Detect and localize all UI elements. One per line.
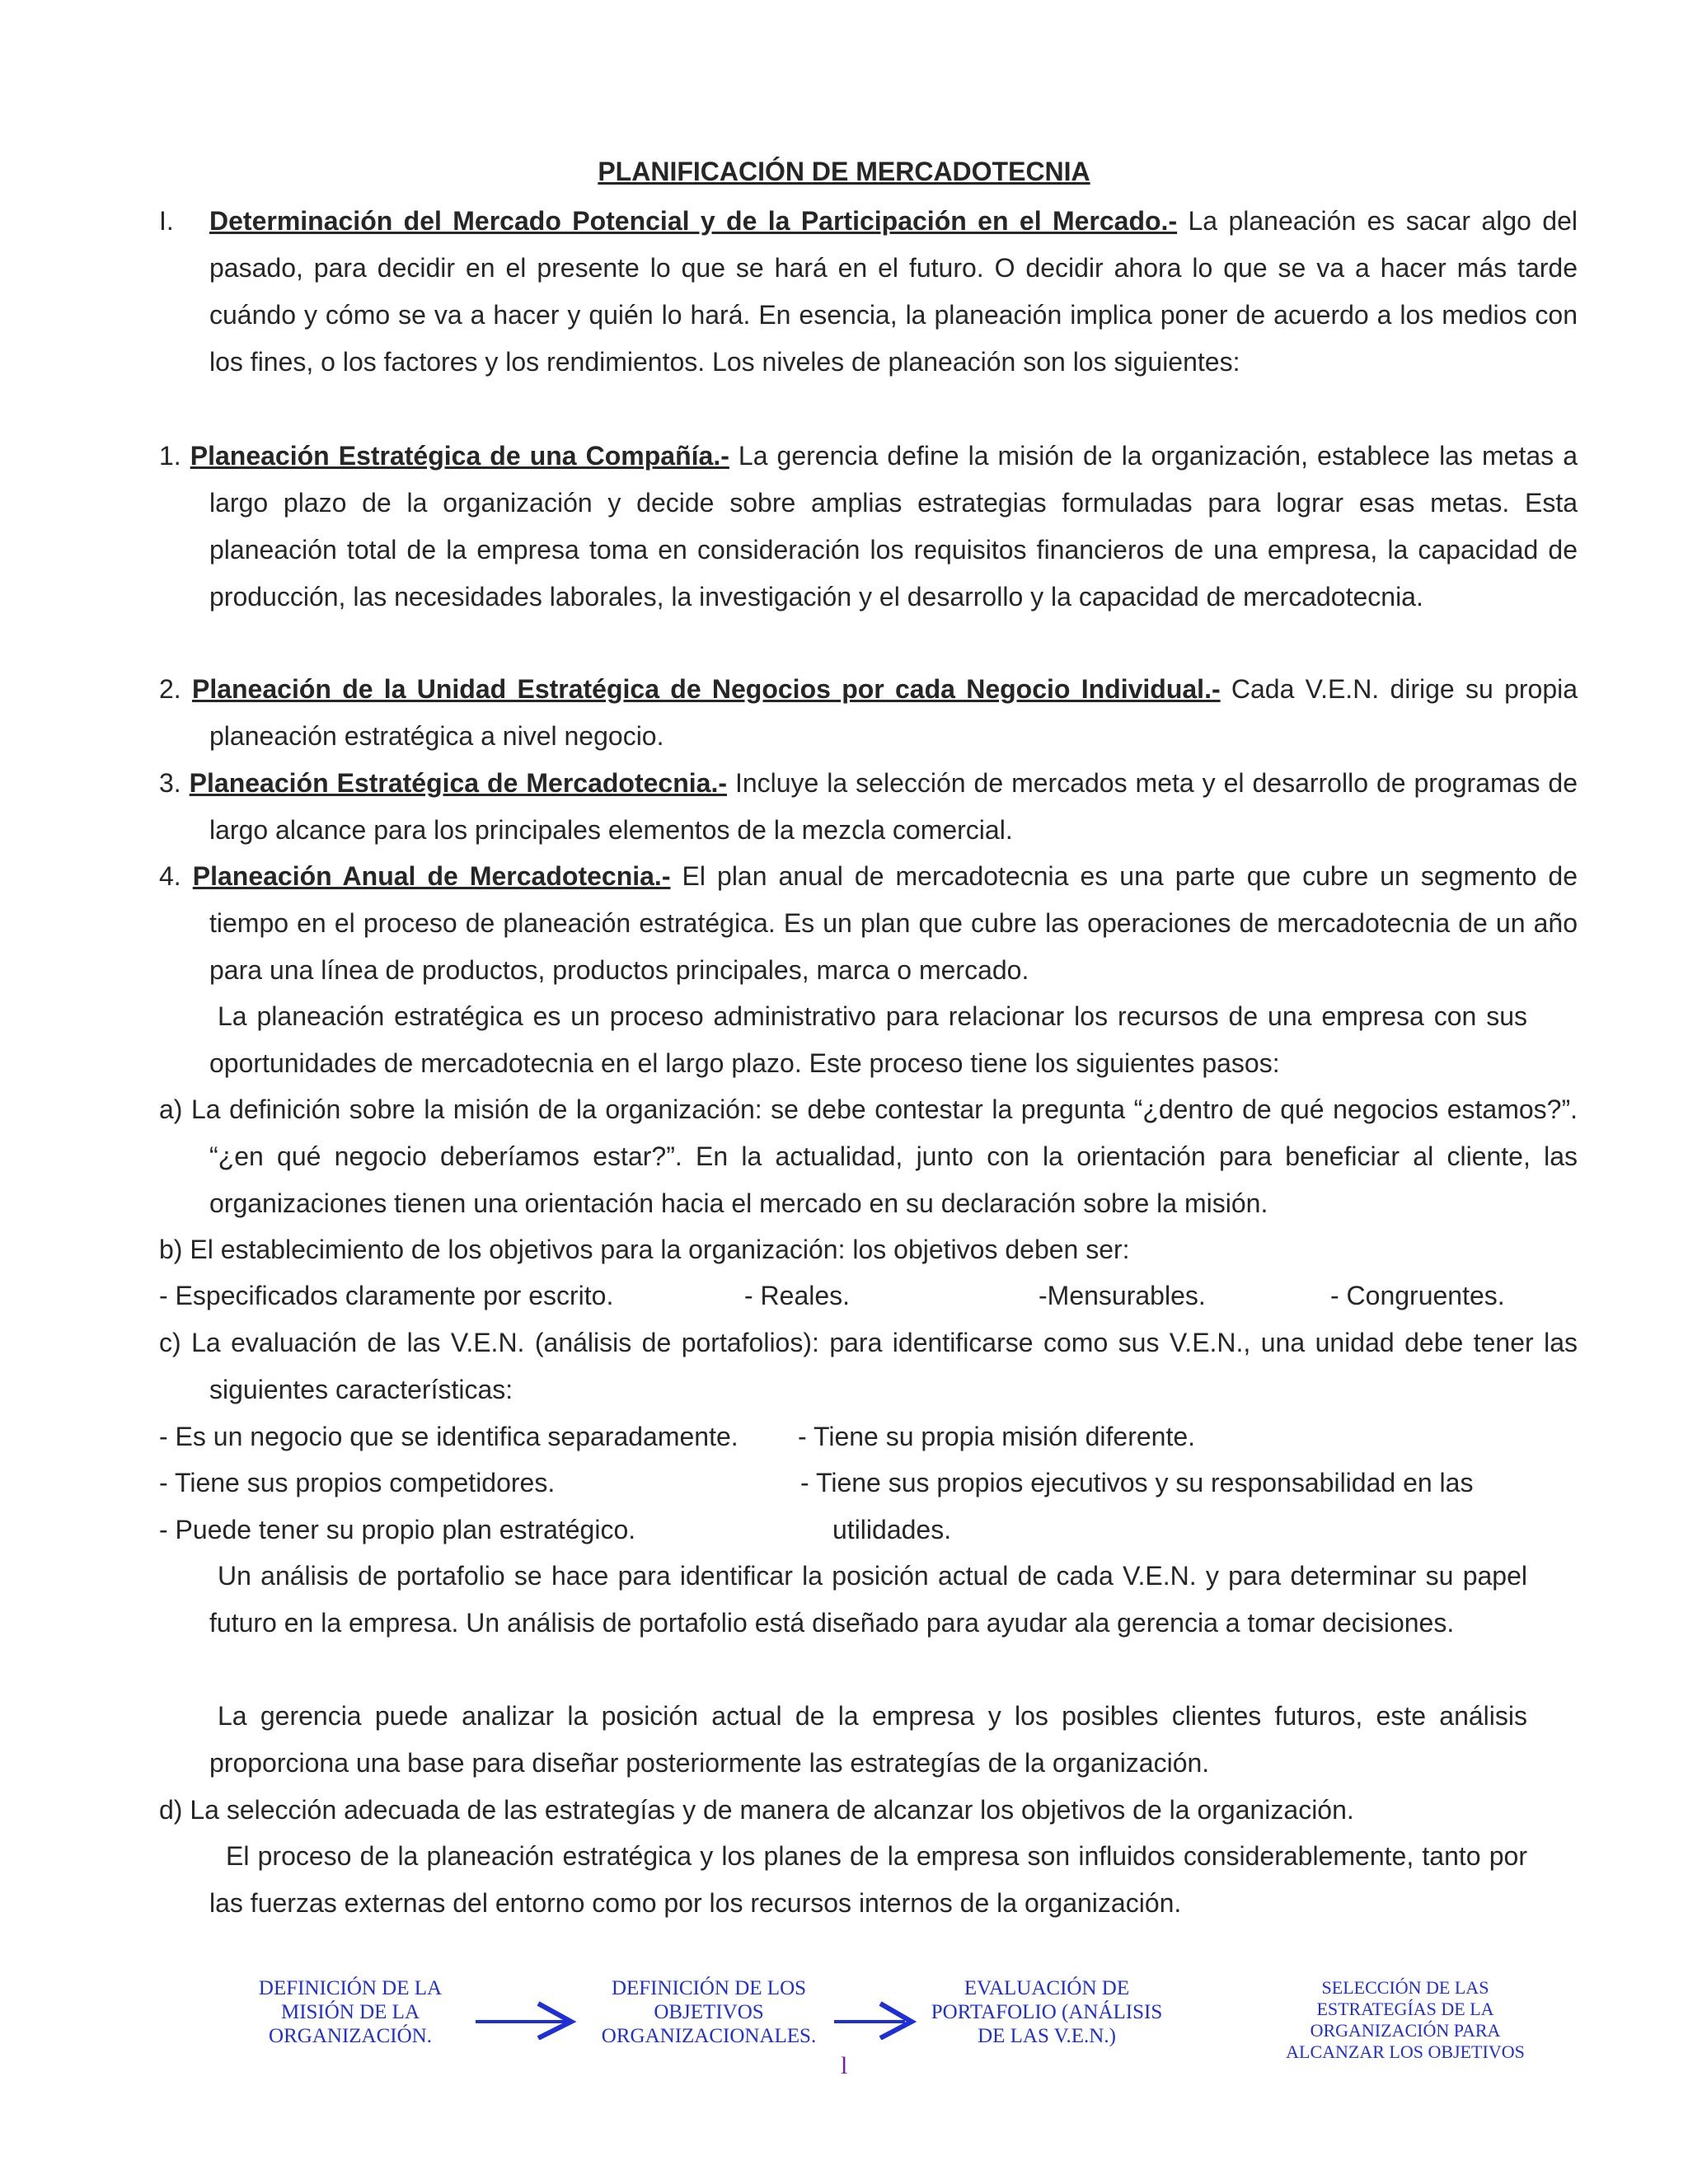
section-1-heading: Determinación del Mercado Potencial y de la Participación en el Mercado.- <box>209 206 1178 236</box>
page-title: PLANIFICACIÓN DE MERCADOTECNIA <box>598 157 1090 186</box>
diagram-box-strategies-line-4: ALCANZAR LOS OBJETIVOS <box>1286 2041 1525 2062</box>
level-2-paragraph <box>159 666 1578 760</box>
diagram-box-mission-line-1: DEFINICIÓN DE LA <box>258 1977 443 1999</box>
objective-4: - Congruentes. <box>1330 1281 1505 1310</box>
process-paragraph: La planeación estratégica es un proceso administrativo para relacionar los recursos de una empresa con sus oportunidades de mercadotecnia en el largo plazo. Este proceso tiene los siguientes pasos: <box>209 1001 1527 1078</box>
level-4-paragraph <box>159 853 1578 994</box>
arrow-2-icon <box>832 1999 919 2040</box>
level-1-number: 1. <box>159 441 181 471</box>
diagram-box-portfolio <box>919 1976 1175 2048</box>
characteristic-right-1: - Tiene su propia misión diferente. <box>798 1422 1196 1451</box>
diagram-box-strategies-line-2: ESTRATEGÍAS DE LA <box>1316 1999 1494 2019</box>
step-c-paragraph: c) La evaluación de las V.E.N. (análisis de portafolios): para identificarse como sus V.E.N., una unidad debe tener las siguientes características: <box>159 1328 1578 1404</box>
level-2-heading: Planeación de la Unidad Estratégica de Negocios por cada Negocio Individual.- <box>191 674 1221 704</box>
characteristic-left-3: - Puede tener su propio plan estratégico. <box>159 1515 636 1544</box>
diagram-box-strategies-line-3: ORGANIZACIÓN PARA <box>1310 2020 1501 2041</box>
objective-2: - Reales. <box>744 1281 851 1310</box>
objective-3: -Mensurables. <box>1039 1281 1206 1310</box>
diagram-box-strategies-line-1: SELECCIÓN DE LAS <box>1321 1977 1489 1998</box>
level-3-number: 3. <box>159 768 181 798</box>
diagram-box-portfolio-line-3: DE LAS V.E.N.) <box>978 2025 1116 2047</box>
characteristic-left-2: - Tiene sus propios competidores. <box>159 1468 556 1497</box>
level-3-paragraph <box>159 760 1578 854</box>
level-1-text: La gerencia define la misión de la organización, establece las metas a largo plazo de la organización y decide sobre amplias estrategias formuladas para lograr esas metas. Esta planeación total de la empresa toma en consideración los requisitos financieros de una empresa, la capacidad de producción, las necesidades laborales, la investigación y el desarrollo y la capacidad de mercadotecnia. <box>209 441 1578 612</box>
final-paragraph: El proceso de la planeación estratégica y los planes de la empresa son influidos considerablemente, tanto por las fuerzas externas del entorno como por los recursos internos de la organización. <box>209 1841 1527 1918</box>
diagram-box-mission <box>239 1976 462 2048</box>
diagram-mark: l <box>841 2052 848 2079</box>
section-1-text: La planeación es sacar algo del pasado, para decidir en el presente lo que se hará en el futuro. O decidir ahora lo que se va a hacer más tarde cuándo y cómo se va a hacer y quién lo hará. En esencia, la planeación implica poner de acuerdo a los medios con los fines, o los factores y los rendimientos. Los niveles de planeación son los siguientes: <box>209 206 1578 377</box>
arrow-1-icon <box>474 1999 581 2040</box>
gerencia-paragraph: La gerencia puede analizar la posición actual de la empresa y los posibles clientes futuros, este análisis proporciona una base para diseñar posteriormente las estrategías de la organización. <box>209 1701 1527 1778</box>
section-1-number: I. <box>159 206 174 236</box>
objective-1: - Especificados claramente por escrito. <box>159 1281 614 1310</box>
characteristic-left-1: - Es un negocio que se identifica separadamente. <box>159 1422 738 1451</box>
level-4-number: 4. <box>159 861 181 891</box>
level-4-text: El plan anual de mercadotecnia es una parte que cubre un segmento de tiempo en el proceso de planeación estratégica. Es un plan que cubre las operaciones de mercadotecnia de un año para una línea de productos, productos principales, marca o mercado. <box>209 861 1578 985</box>
diagram-box-portfolio-line-1: EVALUACIÓN DE <box>964 1977 1130 1999</box>
diagram-box-portfolio-line-2: PORTAFOLIO (ANÁLISIS <box>931 2001 1163 2023</box>
level-2-number: 2. <box>159 674 181 704</box>
characteristic-right-3: utilidades. <box>832 1515 952 1544</box>
step-d-line: d) La selección adecuada de las estrategías y de manera de alcanzar los objetivos de la organización. <box>159 1795 1354 1825</box>
characteristic-right-2: - Tiene sus propios ejecutivos y su responsabilidad en las <box>800 1468 1474 1497</box>
portfolio-paragraph: Un análisis de portafolio se hace para identificar la posición actual de cada V.E.N. y para determinar su papel futuro en la empresa. Un análisis de portafolio está diseñado para ayudar ala gerencia a tomar decisiones. <box>209 1561 1527 1638</box>
level-3-heading: Planeación Estratégica de Mercadotecnia.- <box>189 768 727 798</box>
level-1-paragraph <box>159 433 1578 621</box>
level-1-heading: Planeación Estratégica de una Compañía.- <box>190 441 729 471</box>
diagram-box-objectives-line-3: ORGANIZACIONALES. <box>601 2025 817 2047</box>
diagram-box-objectives <box>585 1976 832 2048</box>
diagram-box-objectives-line-1: DEFINICIÓN DE LOS <box>611 1977 807 1999</box>
diagram-box-strategies <box>1269 1977 1541 2063</box>
step-a-paragraph: a) La definición sobre la misión de la organización: se debe contestar la pregunta “¿dentro de qué negocios estamos?”. “¿en qué negocio deberíamos estar?”. En la actualidad, junto con la orientación para beneficiar al cliente, las organizaciones tienen una orientación hacia el mercado en su declaración sobre la misión. <box>159 1094 1578 1218</box>
diagram-box-objectives-line-2: OBJETIVOS <box>654 2001 764 2023</box>
section-1-paragraph <box>159 198 1578 386</box>
level-4-heading: Planeación Anual de Mercadotecnia.- <box>192 861 671 891</box>
level-2-text: Cada V.E.N. dirige su propia planeación estratégica a nivel negocio. <box>209 674 1578 751</box>
level-3-text: Incluye la selección de mercados meta y el desarrollo de programas de largo alcance para los principales elementos de la mezcla comercial. <box>209 768 1578 845</box>
diagram-box-mission-line-3: ORGANIZACIÓN. <box>269 2025 432 2047</box>
step-b-line: b) El establecimiento de los objetivos para la organización: los objetivos deben ser: <box>159 1235 1130 1264</box>
diagram-box-mission-line-2: MISIÓN DE LA <box>280 2001 420 2023</box>
